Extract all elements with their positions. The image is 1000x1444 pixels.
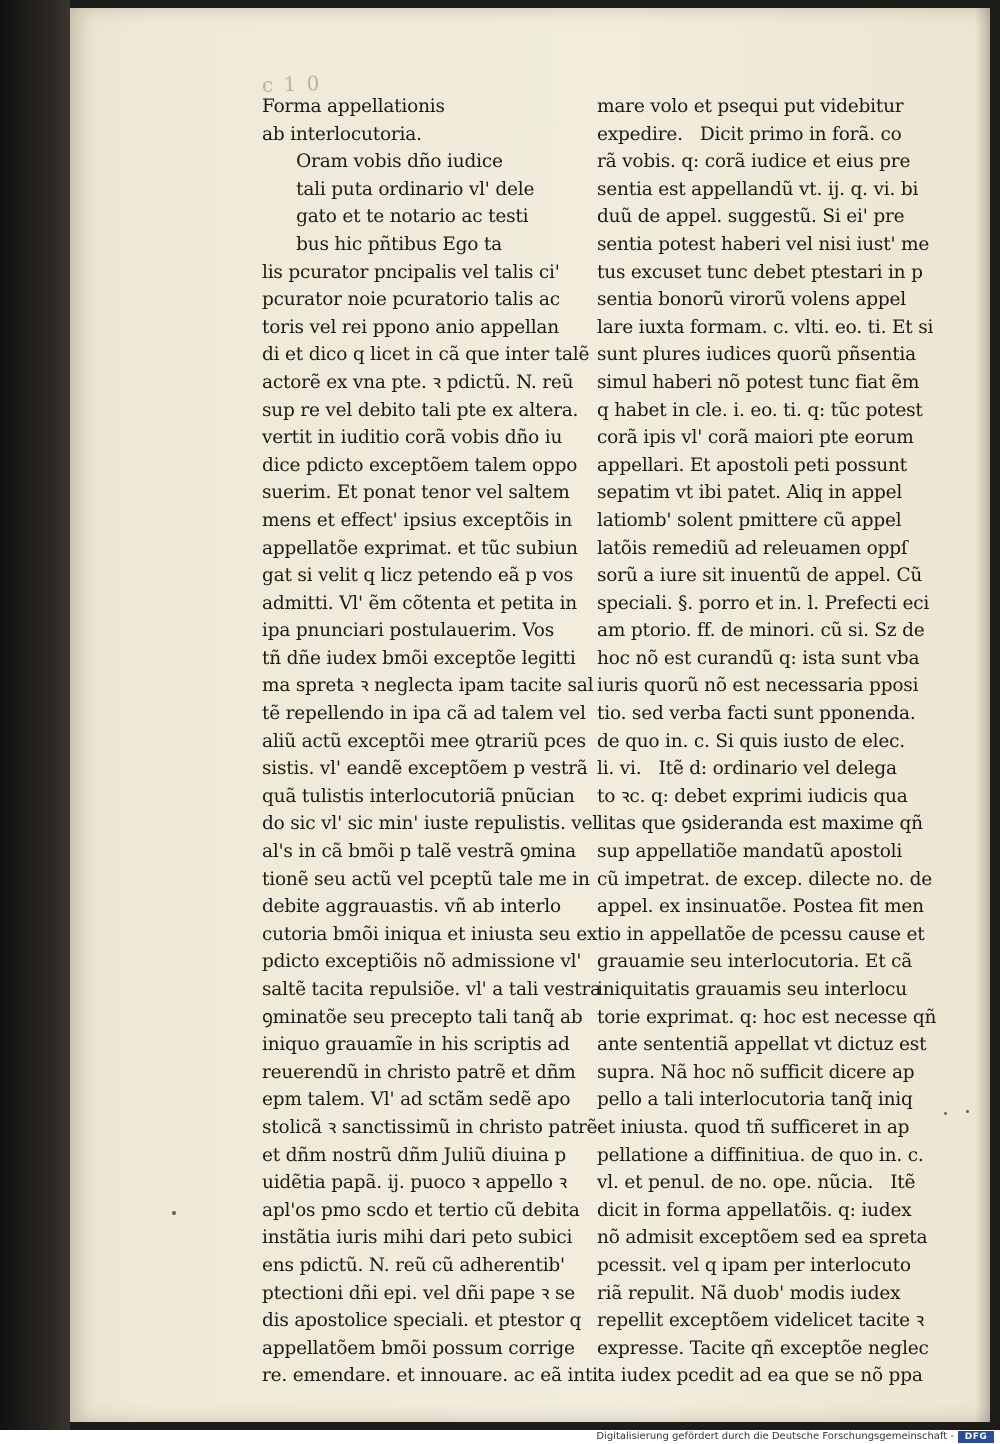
right-column-line: q habet in cle. i. eo. ti. q: tũc potest: [597, 399, 923, 421]
right-column-line: to ꝛc. q: debet exprimi iudicis qua: [597, 785, 908, 807]
left-column-line: ptectioni dñi epi. vel dñi pape ꝛ se: [262, 1282, 575, 1304]
right-column-line: vl. et penul. de no. ope. nũcia. Itẽ: [597, 1172, 916, 1194]
left-column-line: al's in cã bmõi p talẽ vestrã ꝯmina: [262, 841, 576, 863]
left-column-line: pdicto exceptiõis nõ admissione vl': [262, 951, 582, 973]
left-column-line: bus hic pñtibus Ego ta: [262, 233, 502, 255]
right-column-line: et iniusta. quod tñ sufficeret in ap: [597, 1116, 910, 1138]
right-column-line: sup appellatiõe mandatũ apostoli: [597, 841, 903, 863]
left-column-line: instãtia iuris mihi dari peto subici: [262, 1227, 573, 1249]
right-column-line: iniquitatis grauamis seu interlocu: [597, 979, 907, 1000]
right-text-column: [597, 93, 937, 1390]
left-column-line: uidẽtia papã. ij. puoco ꝛ appello ꝛ: [262, 1172, 568, 1194]
left-column-line: dis apostolice speciali. et ptestor q: [262, 1310, 582, 1332]
right-column-line: appel. ex insinuatõe. Postea fit men: [597, 896, 924, 918]
ink-speck: [172, 1211, 176, 1215]
binding-edge: [0, 0, 70, 1430]
left-column-line: appellatõe exprimat. et tũc subiun: [262, 537, 578, 559]
right-column-line: torie exprimat. q: hoc est necesse qñ: [597, 1006, 937, 1028]
left-column-line: suerim. Et ponat tenor vel saltem: [262, 482, 570, 504]
left-column-line: toris vel rei ppono anio appellan: [262, 316, 559, 338]
left-column-line: admitti. Vl' ẽm cõtenta et petita in: [262, 592, 578, 614]
right-column-line: pellatione a diffinitiua. de quo in. c.: [597, 1144, 924, 1166]
left-column-line: lis pcurator pncipalis vel talis ci': [262, 261, 560, 283]
left-column-line: vertit in iuditio corã vobis dño iu: [262, 427, 563, 449]
right-column-line: simul haberi nõ potest tunc fiat ẽm: [597, 371, 920, 393]
left-column-line: saltẽ tacita repulsiõe. vl' a tali vestra: [262, 979, 601, 1000]
left-column-line: reuerendũ in christo patrẽ et dñm: [262, 1061, 576, 1083]
left-column-line: di et dico q licet in cã que inter talẽ: [262, 344, 590, 366]
left-column-line: Oram vobis dño iudice: [262, 151, 503, 173]
right-column-line: latõis remediũ ad releuamen oppſ: [597, 537, 908, 559]
right-column-line: li. vi. Itẽ d: ordinario vel delega: [597, 758, 897, 780]
left-column-line: ipa pnunciari postulauerim. Vos: [262, 620, 554, 642]
left-column-line: tẽ repellendo in ipa cã ad talem vel: [262, 703, 586, 725]
left-column-line: mens et effect' ipsius exceptõis in: [262, 509, 573, 531]
left-column-line: gato et te notario ac testi: [262, 206, 529, 228]
left-column-line: cutoria bmõi iniqua et iniusta seu ex: [262, 923, 598, 945]
left-column-line: ab interlocutoria.: [262, 123, 422, 145]
right-column-line: lare iuxta formam. c. vlti. eo. ti. Et si: [597, 316, 934, 338]
ink-speck: [966, 1110, 969, 1113]
right-column-line: expedire. Dicit primo in forã. co: [597, 123, 902, 145]
left-column-line: dice pdicto exceptõem talem oppo: [262, 454, 578, 476]
left-column-line: tali puta ordinario vl' dele: [262, 178, 535, 200]
right-column-line: nõ admisit exceptõem sed ea spreta: [597, 1227, 928, 1249]
right-column-line: tus excuset tunc debet ptestari in p: [597, 261, 923, 283]
left-column-line: quã tulistis interlocutoriã pnũcian: [262, 785, 575, 807]
page-edge-shadow: [975, 8, 990, 1422]
right-column-line: pello a tali interlocutoria tanq̃ iniq: [597, 1089, 913, 1111]
right-column-line: sunt plures iudices quorũ pñsentia: [597, 344, 916, 366]
left-column-line: epm talem. Vl' ad sctãm sedẽ apo: [262, 1089, 571, 1111]
left-column-line: pcurator noie pcuratorio talis ac: [262, 289, 560, 311]
left-column-line: stolicã ꝛ sanctissimũ in christo patrẽ: [262, 1116, 598, 1138]
right-column-line: am ptorio. ff. de minori. cũ si. Sz de: [597, 620, 925, 642]
right-column-line: sorũ a iure sit inuentũ de appel. Cũ: [597, 565, 923, 587]
dfg-logo: DFG: [958, 1431, 994, 1443]
left-column-line: et dñm nostrũ dñm Juliũ diuina p: [262, 1144, 567, 1166]
left-column-line: actorẽ ex vna pte. ꝛ pdictũ. N. reũ: [262, 371, 574, 393]
left-column-line: gat si velit q licz petendo eã p vos: [262, 565, 573, 587]
right-column-line: ante sententiã appellat vt dictuz est: [597, 1034, 927, 1056]
right-column-line: dicit in forma appellatõis. q: iudex: [597, 1199, 912, 1221]
left-text-column: [262, 93, 601, 1390]
right-column-line: appellari. Et apostoli peti possunt: [597, 454, 907, 476]
right-column-line: cũ impetrat. de excep. dilecte no. de: [597, 868, 933, 890]
right-column-line: rã vobis. q: corã iudice et eius pre: [597, 151, 911, 173]
right-column-line: duũ de appel. suggestũ. Si ei' pre: [597, 206, 905, 228]
right-column-line: sentia est appellandũ vt. ij. q. vi. bi: [597, 178, 919, 200]
left-column-line: ens pdictũ. N. reũ cũ adherentib': [262, 1254, 565, 1276]
right-column-line: grauamie seu interlocutoria. Et cã: [597, 951, 913, 973]
right-column-line: de quo in. c. Si quis iusto de elec.: [597, 730, 905, 752]
left-column-line: sup re vel debito tali pte ex altera.: [262, 399, 579, 421]
left-column-line: tñ dñe iudex bmõi exceptõe legitti: [262, 647, 576, 669]
right-column-line: corã ipis vl' corã maiori pte eorum: [597, 427, 914, 449]
left-column-line: re. emendare. et innouare. ac eã inti: [262, 1365, 598, 1387]
ink-speck: [944, 1112, 947, 1115]
left-column-line: iniquo grauamĩe in his scriptis ad: [262, 1034, 570, 1056]
left-column-line: aliũ actũ exceptõi mee ꝯtrariũ pces: [262, 730, 586, 752]
right-column-line: litas que ꝯsideranda est maxime qñ: [597, 813, 923, 835]
right-column-line: iuris quorũ nõ est necessaria pposi: [597, 675, 919, 697]
right-column-line: tio. sed verba facti sunt pponenda.: [597, 703, 916, 725]
right-column-line: pcessit. vel q ipam per interlocuto: [597, 1254, 911, 1276]
right-column-line: tio in appellatõe de pcessu cause et: [597, 923, 925, 945]
left-column-line: apl'os pmo scdo et tertio cũ debita: [262, 1199, 580, 1221]
right-column-line: sentia bonorũ virorũ volens appel: [597, 289, 907, 311]
left-column-line: ma spreta ꝛ neglecta ipam tacite sal: [262, 675, 594, 697]
right-column-line: speciali. §. porro et in. l. Prefecti eci: [597, 592, 930, 614]
right-column-line: hoc nõ est curandũ q: ista sunt vba: [597, 647, 920, 669]
right-column-line: sepatim vt ibi patet. Aliq in appel: [597, 482, 903, 504]
left-column-line: appellatõem bmõi possum corrige: [262, 1337, 575, 1359]
left-column-line: ꝯminatõe seu precepto tali tanq̃ ab: [262, 1006, 583, 1028]
left-column-line: Forma appellationis: [262, 96, 445, 117]
folio-mark: c 1 0: [261, 70, 322, 98]
right-column-line: latiomb' solent pmittere cũ appel: [597, 509, 902, 531]
left-column-line: debite aggrauastis. vñ ab interlo: [262, 896, 561, 918]
right-column-line: supra. Nã hoc nõ sufficit dicere ap: [597, 1061, 915, 1083]
right-column-line: expresse. Tacite qñ exceptõe neglec: [597, 1337, 929, 1359]
left-column-line: do sic vl' sic min' iuste repulistis. vel: [262, 813, 599, 835]
right-column-line: sentia potest haberi vel nisi iust' me: [597, 233, 930, 255]
funding-credit: Digitalisierung gefördert durch die Deutsche Forschungsgemeinschaft -: [596, 1431, 954, 1442]
left-column-line: tionẽ seu actũ vel pceptũ tale me in: [262, 868, 590, 890]
right-column-line: repellit exceptõem videlicet tacite ꝛ: [597, 1310, 925, 1332]
left-column-line: sistis. vl' eandẽ exceptõem p vestrã: [262, 758, 588, 780]
right-column-line: mare volo et psequi put videbitur: [597, 96, 904, 117]
right-column-line: riã repulit. Nã duob' modis iudex: [597, 1282, 901, 1304]
right-column-line: ta iudex pcedit ad ea que se nõ ppa: [597, 1365, 923, 1387]
